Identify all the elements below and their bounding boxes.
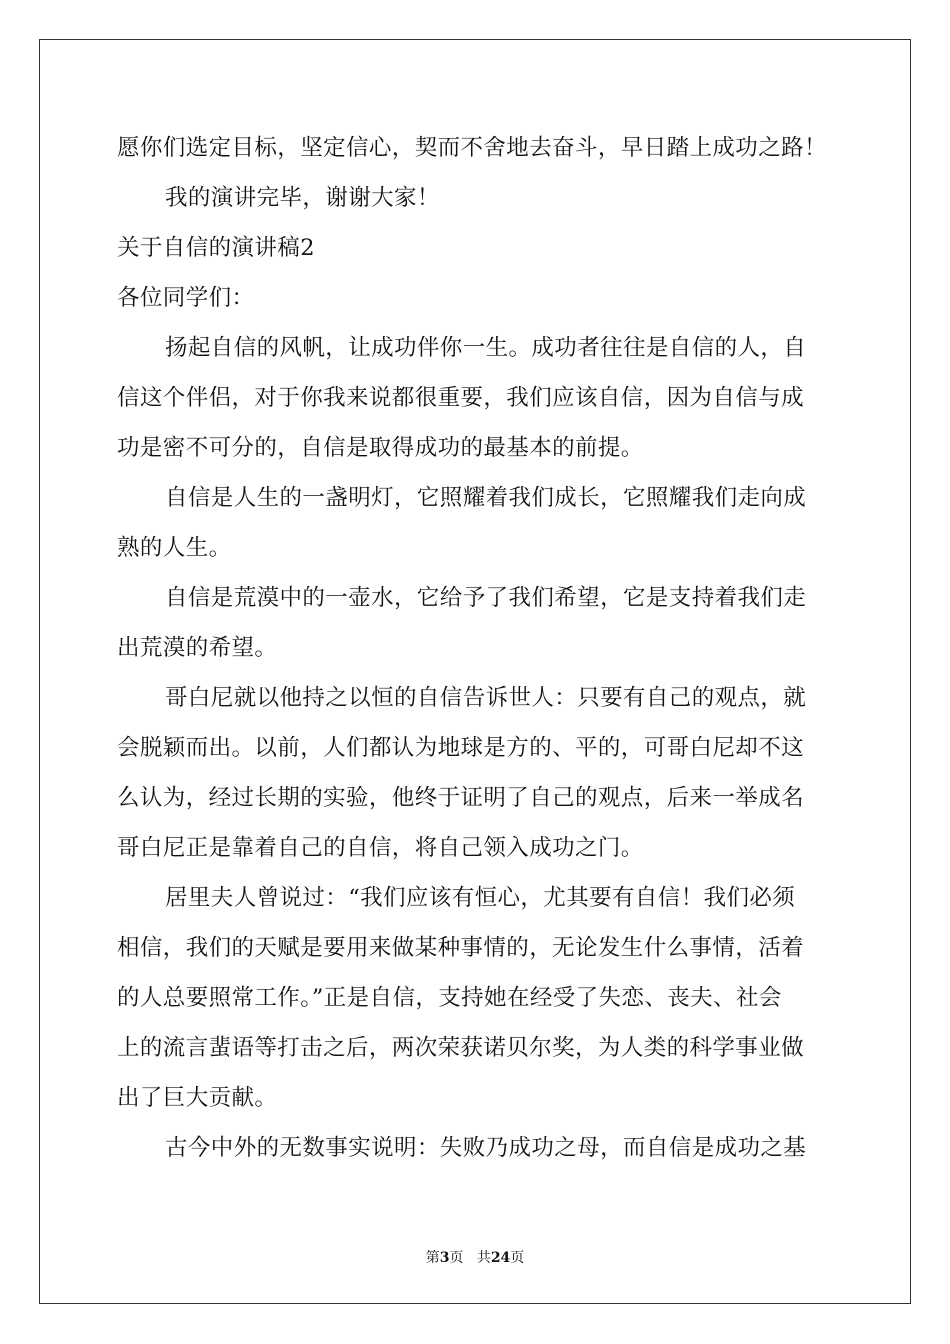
text-line: 古今中外的无数事实说明：失败乃成功之母，而自信是成功之基 <box>165 1135 807 1161</box>
text-line: 愿你们选定目标，坚定信心，契而不舍地去奋斗，早日踏上成功之路！ <box>117 135 827 161</box>
text-line: 出荒漠的希望。 <box>117 635 278 661</box>
page-footer <box>0 1249 950 1267</box>
text-line: 居里夫人曾说过：“我们应该有恒心，尤其要有自信！我们必须 <box>165 885 796 911</box>
text-line: 扬起自信的风帆，让成功伴你一生。成功者往往是自信的人，自 <box>165 335 807 361</box>
current-page-number: 3 <box>439 1250 450 1266</box>
text-line: 哥白尼就以他持之以恒的自信告诉世人：只要有自己的观点，就 <box>165 685 807 711</box>
text-line: 相信，我们的天赋是要用来做某种事情的，无论发生什么事情，活着 <box>117 935 805 961</box>
page-border <box>39 39 911 1304</box>
footer-total-suffix: 页 <box>510 1250 525 1266</box>
text-line: 上的流言蜚语等打击之后，两次荣获诺贝尔奖，为人类的科学事业做 <box>117 1035 805 1061</box>
footer-page-suffix: 页 <box>449 1250 464 1266</box>
text-line: 功是密不可分的，自信是取得成功的最基本的前提。 <box>117 435 644 461</box>
text-line: 的人总要照常工作。”正是自信，支持她在经受了失恋、丧夫、社会 <box>117 985 782 1011</box>
text-line: 信这个伴侣，对于你我来说都很重要，我们应该自信，因为自信与成 <box>117 385 805 411</box>
text-line: 我的演讲完毕，谢谢大家！ <box>165 185 440 211</box>
footer-total-prefix: 共 <box>476 1250 491 1266</box>
text-line: 哥白尼正是靠着自己的自信，将自己领入成功之门。 <box>117 835 644 861</box>
text-line: 出了巨大贡献。 <box>117 1085 278 1111</box>
section-heading: 关于自信的演讲稿2 <box>117 235 315 261</box>
salutation: 各位同学们： <box>117 285 255 311</box>
text-line: 自信是人生的一盏明灯，它照耀着我们成长，它照耀我们走向成 <box>165 485 807 511</box>
text-line: 么认为，经过长期的实验，他终于证明了自己的观点，后来一举成名 <box>117 785 805 811</box>
total-page-count: 24 <box>490 1250 511 1266</box>
text-line: 会脱颖而出。以前，人们都认为地球是方的、平的，可哥白尼却不这 <box>117 735 805 761</box>
text-line: 自信是荒漠中的一壶水，它给予了我们希望，它是支持着我们走 <box>165 585 807 611</box>
text-line: 熟的人生。 <box>117 535 232 561</box>
footer-prefix: 第 <box>425 1250 440 1266</box>
